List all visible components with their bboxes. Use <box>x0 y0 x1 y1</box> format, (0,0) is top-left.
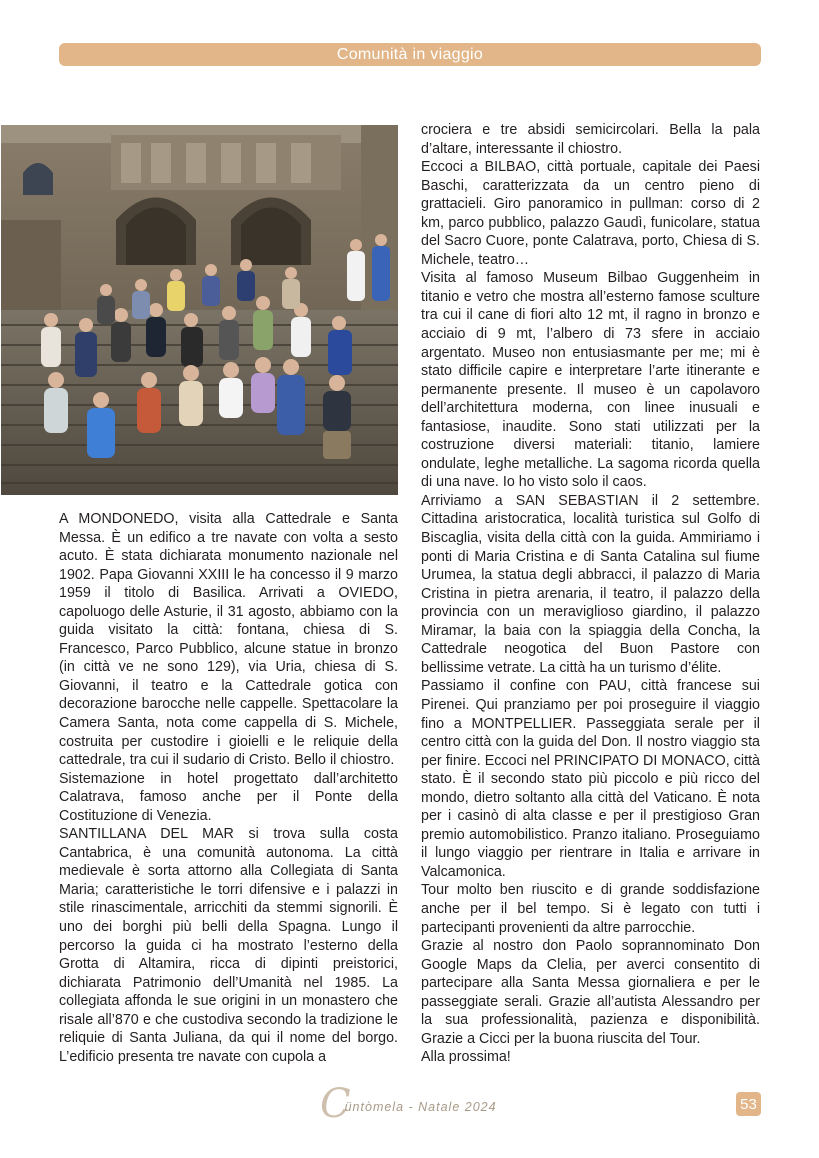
section-title: Comunità in viaggio <box>336 45 484 63</box>
article-paragraph: crociera e tre absidi semicircolari. Bella la pala d’altare, interessante il chiostro. <box>421 122 760 157</box>
article-paragraph: A MONDONEDO, visita alla Cattedrale e Santa Messa. È un edifico a tre navate con volta a sesto acuto. È stata dichiarata monumento nazionale nel 1902. Papa Giovanni XXIII le ha concesso il 9 marzo 1959 il titolo di Basilica. Arrivati a OVIEDO, capoluogo delle Asturie, il 31 agosto, abbiamo con la guida visitato la città: fontana, chiesa di S. Francesco, Parco Pubblico, alcune statue in bronzo (in città ve ne sono 129), via Uria, chiesa di S. Giovanni, il teatro e la Cattedrale gotica con decorazione barocche nelle cappelle. Spettacolare la Camera Santa, nota come cappella di S. Michele, costruita per custodire i gioielli e le reliquie della cattedrale, tra cui il sudario di Cristo. Bello il chiostro. <box>59 511 398 769</box>
article-paragraph: Tour molto ben riuscito e di grande soddisfazione anche per il bel tempo. Si è legato con tutti i partecipanti provenienti da altre parrocchie. <box>421 882 760 936</box>
group-photo <box>1 125 398 495</box>
article-left-column <box>59 510 398 1066</box>
section-header-bar <box>59 43 761 66</box>
article-paragraph: SANTILLANA DEL MAR si trova sulla costa Cantabrica, è una comunità autonoma. La città medievale è sorta attorno alla Collegiata di Santa Maria; caratteristiche le torri difensive e i palazzi in stile rinascimentale, arricchiti da stemmi signorili. È uno dei borghi più belli della Spagna. Lungo il percorso la guida ci ha mostrato l’esterno della Grotta di Altamira, ricca di dipinti preistorici, dichiarata Patrimonio dell’Umanità nel 1985. La collegiata affonda le sue origini in un monastero che risale all’870 e che custodiva secondo la tradizione le reliquie di Santa Juliana, da qui il nome del borgo. L’edificio presenta tre navate con cupola a <box>59 826 398 1065</box>
footer-logo <box>320 1081 497 1127</box>
page-number: 53 <box>736 1092 761 1116</box>
article-paragraph: Visita al famoso Museum Bilbao Guggenheim in titanio e vetro che mostra all’esterno famose sculture tra cui il cane di fiori alto 12 mt, il ragno in bronzo e acciaio di 9 mt, l’albero di 73 sfere in acciaio argentato. Museo non entusiasmante per me; mi è stato difficile capire e interpretare l’arte itinerante e permanente presente. Il museo è un capolavoro dell’architettura moderna, con linee inusuali e fantasiose, inaudite. Sono stati utilizzati per la costruzione diversi materiali: titanio, lamiere ondulate, leghe metalliche. La sagoma ricorda quella di una nave. Io ho visto solo il caos. <box>421 270 760 491</box>
group-photo-illustration <box>1 125 398 495</box>
footer-logo-letter: C <box>320 1081 351 1127</box>
article-paragraph: Arriviamo a SAN SEBASTIAN il 2 settembre. Cittadina aristocratica, località turistica sul Golfo di Biscaglia, visita della città con la guida. Ammiriamo i ponti di Maria Cristina e di Santa Catalina sul fiume Urumea, la statua degli abbracci, il palazzo di Maria Cristina in pietra arenaria, il teatro, il palazzo della provincia con un meraviglioso giardino, il palazzo Miramar, la baia con la spiaggia della Concha, la Cattedrale neogotica del Buon Pastore con bellissime vetrate. La città ha un turismo d’élite. <box>421 492 760 676</box>
article-paragraph: Alla prossima! <box>421 1049 511 1066</box>
article-paragraph: Grazie al nostro don Paolo soprannominato Don Google Maps da Clelia, per averci consentito di partecipare alla Santa Messa giornaliera e per le passeggiate serali. Grazie all’autista Alessandro per la sua professionalità, pazienza e disponibilità. Grazie a Cicci per la buona riuscita del Tour. <box>421 938 760 1047</box>
footer-issue-text: üntòmela - Natale 2024 <box>344 1100 497 1114</box>
article-paragraph: Sistemazione in hotel progettato dall’architetto Calatrava, famoso anche per il Ponte della Costituzione di Venezia. <box>59 770 398 824</box>
article-right-column <box>421 121 760 1067</box>
article-paragraph: Passiamo il confine con PAU, città francese sui Pirenei. Qui pranziamo per poi proseguire il viaggio fino a MONTPELLIER. Passeggiata serale per il centro città con la guida del Don. Il nostro viaggio sta per finire. Eccoci nel PRINCIPATO DI MONACO, città stato. È il secondo stato più piccolo e più ricco del mondo, dietro soltanto alla città del Vaticano. È nota per i casinò di alta classe e per il prestigioso Gran premio automobilistico. Pranzo italiano. Proseguiamo il lungo viaggio per rientrare in Italia e arrivare in Valcamonica. <box>421 678 760 880</box>
article-paragraph: Eccoci a BILBAO, città portuale, capitale dei Paesi Baschi, caratterizzata da un centro pieno di grattacieli. Giro panoramico in pullman: corso di 2 km, parco pubblico, palazzo Gaudì, funicolare, statua del Sacro Cuore, ponte Calatrava, porto, Chiesa di S. Michele, teatro… <box>421 159 760 268</box>
